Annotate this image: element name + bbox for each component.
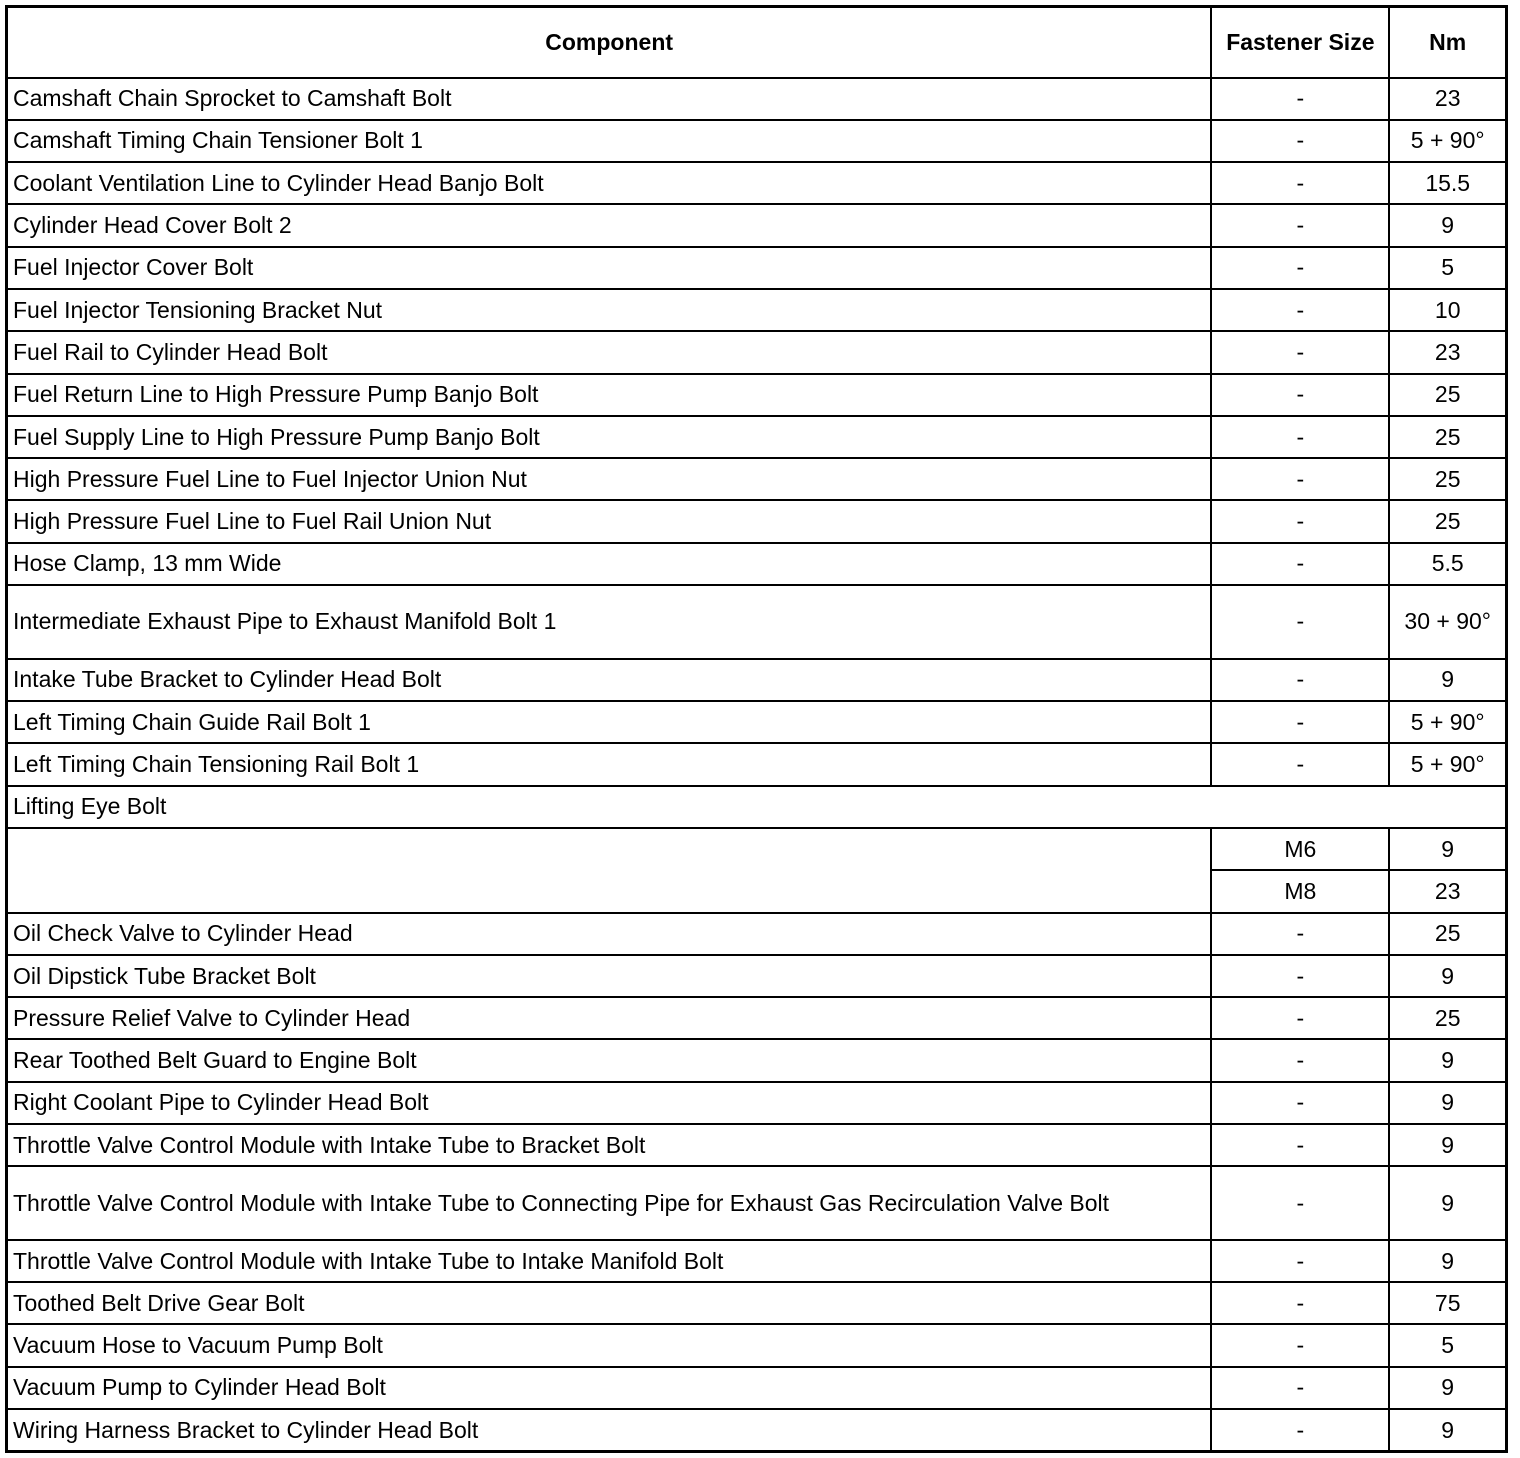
nm-cell: 9 — [1389, 659, 1506, 701]
table-row — [7, 289, 1507, 331]
component-cell: Left Timing Chain Tensioning Rail Bolt 1 — [7, 743, 1212, 785]
table-row — [7, 1166, 1507, 1240]
component-cell: Hose Clamp, 13 mm Wide — [7, 543, 1212, 585]
lifting-eye-group — [7, 786, 1507, 913]
component-cell: High Pressure Fuel Line to Fuel Injector Union Nut — [7, 458, 1212, 500]
component-cell: Vacuum Hose to Vacuum Pump Bolt — [7, 1324, 1212, 1366]
fastener-size-cell: - — [1211, 331, 1389, 373]
fastener-size-cell: - — [1211, 78, 1389, 120]
fastener-size-cell: - — [1211, 374, 1389, 416]
table-row — [7, 204, 1507, 246]
nm-cell: 9 — [1389, 1240, 1506, 1282]
table-row — [7, 1124, 1507, 1166]
table-row — [7, 1282, 1507, 1324]
nm-cell: 23 — [1389, 870, 1506, 912]
fastener-size-cell: - — [1211, 913, 1389, 955]
component-cell: Throttle Valve Control Module with Intake Tube to Intake Manifold Bolt — [7, 1240, 1212, 1282]
torque-spec-table — [5, 5, 1508, 1453]
fastener-size-cell: M8 — [1211, 870, 1389, 912]
nm-cell: 5 + 90° — [1389, 743, 1506, 785]
fastener-size-cell: - — [1211, 743, 1389, 785]
component-cell: Intermediate Exhaust Pipe to Exhaust Manifold Bolt 1 — [7, 585, 1212, 659]
fastener-size-cell: - — [1211, 1124, 1389, 1166]
component-cell: Coolant Ventilation Line to Cylinder Head Banjo Bolt — [7, 162, 1212, 204]
table-row — [7, 500, 1507, 542]
component-cell: Camshaft Timing Chain Tensioner Bolt 1 — [7, 120, 1212, 162]
nm-cell: 5 + 90° — [1389, 701, 1506, 743]
header-component: Component — [7, 7, 1212, 78]
table-row — [7, 743, 1507, 785]
fastener-size-cell: - — [1211, 289, 1389, 331]
fastener-size-cell: - — [1211, 1324, 1389, 1366]
fastener-size-cell: - — [1211, 247, 1389, 289]
nm-cell: 5.5 — [1389, 543, 1506, 585]
table-row — [7, 1039, 1507, 1081]
table-row-group-label — [7, 786, 1507, 828]
component-cell: Cylinder Head Cover Bolt 2 — [7, 204, 1212, 246]
component-cell: Left Timing Chain Guide Rail Bolt 1 — [7, 701, 1212, 743]
table-row — [7, 659, 1507, 701]
nm-cell: 5 — [1389, 247, 1506, 289]
component-cell: Right Coolant Pipe to Cylinder Head Bolt — [7, 1082, 1212, 1124]
nm-cell: 30 + 90° — [1389, 585, 1506, 659]
table-row — [7, 997, 1507, 1039]
table-body-lower — [7, 913, 1507, 1452]
header-fastener-size: Fastener Size — [1211, 7, 1389, 78]
fastener-size-cell: - — [1211, 500, 1389, 542]
nm-cell: 9 — [1389, 955, 1506, 997]
table-row — [7, 1367, 1507, 1409]
table-row — [7, 458, 1507, 500]
header-row — [7, 7, 1507, 78]
component-cell: Intake Tube Bracket to Cylinder Head Bolt — [7, 659, 1212, 701]
nm-cell: 5 + 90° — [1389, 120, 1506, 162]
nm-cell: 25 — [1389, 913, 1506, 955]
component-cell: Camshaft Chain Sprocket to Camshaft Bolt — [7, 78, 1212, 120]
fastener-size-cell: M6 — [1211, 828, 1389, 870]
component-cell: Throttle Valve Control Module with Intake Tube to Bracket Bolt — [7, 1124, 1212, 1166]
fastener-size-cell: - — [1211, 1282, 1389, 1324]
table-row — [7, 1324, 1507, 1366]
fastener-size-cell: - — [1211, 1367, 1389, 1409]
lifting-eye-label: Lifting Eye Bolt — [7, 786, 1507, 828]
nm-cell: 10 — [1389, 289, 1506, 331]
fastener-size-cell: - — [1211, 416, 1389, 458]
nm-cell: 9 — [1389, 1367, 1506, 1409]
table-row — [7, 543, 1507, 585]
fastener-size-cell: - — [1211, 543, 1389, 585]
table-row — [7, 416, 1507, 458]
fastener-size-cell: - — [1211, 1082, 1389, 1124]
component-cell: Rear Toothed Belt Guard to Engine Bolt — [7, 1039, 1212, 1081]
fastener-size-cell: - — [1211, 1240, 1389, 1282]
component-cell: Fuel Injector Tensioning Bracket Nut — [7, 289, 1212, 331]
nm-cell: 9 — [1389, 204, 1506, 246]
fastener-size-cell: - — [1211, 162, 1389, 204]
table-row — [7, 162, 1507, 204]
table-row — [7, 374, 1507, 416]
fastener-size-cell: - — [1211, 997, 1389, 1039]
nm-cell: 5 — [1389, 1324, 1506, 1366]
nm-cell: 23 — [1389, 331, 1506, 373]
table-row — [7, 701, 1507, 743]
table-row — [7, 1409, 1507, 1451]
nm-cell: 25 — [1389, 458, 1506, 500]
nm-cell: 9 — [1389, 1124, 1506, 1166]
component-cell: Fuel Injector Cover Bolt — [7, 247, 1212, 289]
table-row — [7, 913, 1507, 955]
component-cell: Oil Check Valve to Cylinder Head — [7, 913, 1212, 955]
table-row — [7, 120, 1507, 162]
nm-cell: 25 — [1389, 500, 1506, 542]
table-row — [7, 78, 1507, 120]
blank-cell — [7, 828, 1212, 913]
table-body-upper — [7, 78, 1507, 786]
nm-cell: 9 — [1389, 1409, 1506, 1451]
fastener-size-cell: - — [1211, 585, 1389, 659]
nm-cell: 9 — [1389, 828, 1506, 870]
header-nm: Nm — [1389, 7, 1506, 78]
table-row — [7, 955, 1507, 997]
table-row — [7, 247, 1507, 289]
fastener-size-cell: - — [1211, 120, 1389, 162]
nm-cell: 9 — [1389, 1166, 1506, 1240]
fastener-size-cell: - — [1211, 1039, 1389, 1081]
component-cell: Oil Dipstick Tube Bracket Bolt — [7, 955, 1212, 997]
nm-cell: 25 — [1389, 374, 1506, 416]
component-cell: Wiring Harness Bracket to Cylinder Head Bolt — [7, 1409, 1212, 1451]
fastener-size-cell: - — [1211, 204, 1389, 246]
nm-cell: 9 — [1389, 1082, 1506, 1124]
component-cell: Throttle Valve Control Module with Intake Tube to Connecting Pipe for Exhaust Gas Recirculation Valve Bolt — [7, 1166, 1212, 1240]
component-cell: Toothed Belt Drive Gear Bolt — [7, 1282, 1212, 1324]
nm-cell: 25 — [1389, 997, 1506, 1039]
component-cell: Vacuum Pump to Cylinder Head Bolt — [7, 1367, 1212, 1409]
table-row — [7, 1240, 1507, 1282]
fastener-size-cell: - — [1211, 458, 1389, 500]
fastener-size-cell: - — [1211, 1166, 1389, 1240]
nm-cell: 9 — [1389, 1039, 1506, 1081]
nm-cell: 15.5 — [1389, 162, 1506, 204]
component-cell: Fuel Rail to Cylinder Head Bolt — [7, 331, 1212, 373]
fastener-size-cell: - — [1211, 1409, 1389, 1451]
nm-cell: 25 — [1389, 416, 1506, 458]
component-cell: Fuel Return Line to High Pressure Pump Banjo Bolt — [7, 374, 1212, 416]
nm-cell: 23 — [1389, 78, 1506, 120]
component-cell: High Pressure Fuel Line to Fuel Rail Union Nut — [7, 500, 1212, 542]
component-cell: Fuel Supply Line to High Pressure Pump Banjo Bolt — [7, 416, 1212, 458]
fastener-size-cell: - — [1211, 659, 1389, 701]
component-cell: Pressure Relief Valve to Cylinder Head — [7, 997, 1212, 1039]
fastener-size-cell: - — [1211, 955, 1389, 997]
table-row — [7, 1082, 1507, 1124]
nm-cell: 75 — [1389, 1282, 1506, 1324]
table-row — [7, 331, 1507, 373]
table-row — [7, 585, 1507, 659]
fastener-size-cell: - — [1211, 701, 1389, 743]
table-row — [7, 828, 1507, 870]
